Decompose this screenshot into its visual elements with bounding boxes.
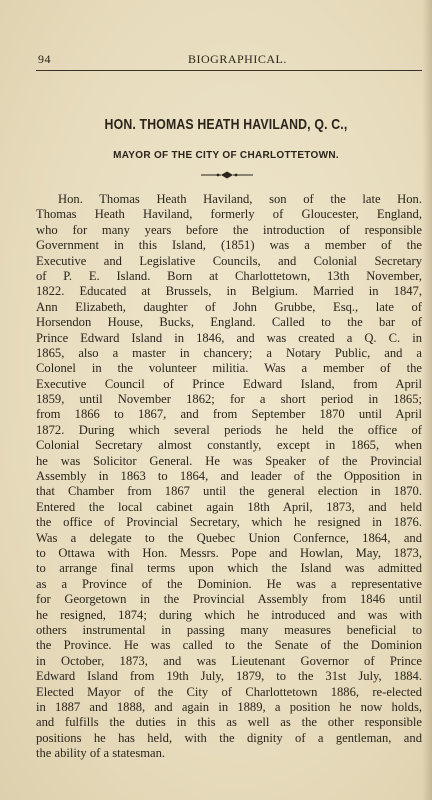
paragraph-line: Assembly in 1863 to 1864, and leader of the Opposition in: [36, 469, 422, 484]
article-title: HON. THOMAS HEATH HAVILAND, Q. C.,: [104, 116, 348, 133]
paragraph-line: Was a delegate to the Quebec Union Confernce, 1864, and: [36, 530, 422, 545]
paragraph-line: Colonial Secretary almost constantly, except in 1865, when: [36, 438, 422, 453]
paragraph-line: for Georgetown in the Provincial Assembly from 1846 until: [36, 592, 422, 607]
paragraph-line: others instrumental in passing many measures beneficial to: [36, 622, 422, 637]
paragraph-line: Entered the local cabinet again 18th April, 1873, and held: [36, 499, 422, 514]
running-head: [38, 52, 418, 68]
paragraph-line: 1822. Educated at Brussels, in Belgium. Married in 1847,: [36, 284, 422, 299]
paragraph-line: Executive Council of Prince Edward Island, from April: [36, 376, 422, 391]
biography-paragraph: [36, 192, 422, 761]
paragraph-line: Ann Elizabeth, daughter of John Grubbe, Esq., late of: [36, 299, 422, 314]
paragraph-line: Edward Island from 19th July, 1879, to the 31st July, 1884.: [36, 669, 422, 684]
header-rule: [36, 70, 422, 71]
paragraph-line: in October, 1873, and was Lieutenant Governor of Prince: [36, 653, 422, 668]
section-name: BIOGRAPHICAL.: [188, 52, 287, 66]
paragraph-line: the office of Provincial Secretary, which he resigned in 1876.: [36, 515, 422, 530]
paragraph-line: to arrange final terms upon which the Island was admitted: [36, 561, 422, 576]
ornament-divider-icon: [199, 170, 255, 180]
paragraph-line: Prince Edward Island in 1846, and was created a Q. C. in: [36, 330, 422, 345]
paragraph-line: who for many years before the introduction of responsible: [36, 222, 422, 237]
paragraph-line: 1859, until November 1862; for a short period in 1865;: [36, 392, 422, 407]
paragraph-line: Colonel in the volunteer militia. Was a member of the: [36, 361, 422, 376]
paragraph-line: and fulfills the duties in this as well as the other responsible: [36, 715, 422, 730]
article-subtitle: MAYOR OF THE CITY OF CHARLOTTETOWN.: [113, 150, 339, 161]
paragraph-line: Hon. Thomas Heath Haviland, son of the late Hon.: [58, 192, 422, 206]
paragraph-line: Horsendon House, Bucks, England. Called to the bar of: [36, 315, 422, 330]
paragraph-line: the ability of a statesman.: [36, 746, 166, 761]
paragraph-line: that Chamber from 1867 until the general election in 1870.: [36, 484, 422, 499]
paragraph-line: Government in this Island, (1851) was a member of the: [36, 238, 422, 253]
paragraph-line: he resigned, 1874; during which he introduced and was with: [36, 607, 422, 622]
paragraph-line: as a Province of the Dominion. He was a representative: [36, 576, 422, 591]
page-number: 94: [38, 52, 51, 66]
page-edge-shadow: [422, 0, 432, 800]
paragraph-line: positions he has held, with the dignity of a gentleman, and: [36, 730, 422, 745]
paragraph-line: Elected Mayor of the City of Charlottetown 1886, re-elected: [36, 684, 422, 699]
paragraph-line: from 1866 to 1867, and from September 1870 until April: [36, 407, 422, 422]
paragraph-line: to Ottawa with Hon. Messrs. Pope and Howlan, May, 1873,: [36, 545, 422, 560]
paragraph-line: the Province. He was called to the Senate of the Dominion: [36, 638, 422, 653]
paragraph-line: Executive and Legislative Councils, and Colonial Secretary: [36, 253, 422, 268]
paragraph-line: he was Solicitor General. He was Speaker of the Provincial: [36, 453, 422, 468]
paragraph-line: in 1887 and 1888, and again in 1889, a position he now holds,: [36, 699, 422, 714]
paragraph-line: Thomas Heath Haviland, formerly of Gloucester, England,: [36, 207, 422, 222]
paragraph-line: of P. E. Island. Born at Charlottetown, 13th November,: [36, 268, 422, 283]
paragraph-line: 1865, also a master in chancery; a Notary Public, and a: [36, 345, 422, 360]
paragraph-line: 1872. During which several periods he held the office of: [36, 422, 422, 437]
